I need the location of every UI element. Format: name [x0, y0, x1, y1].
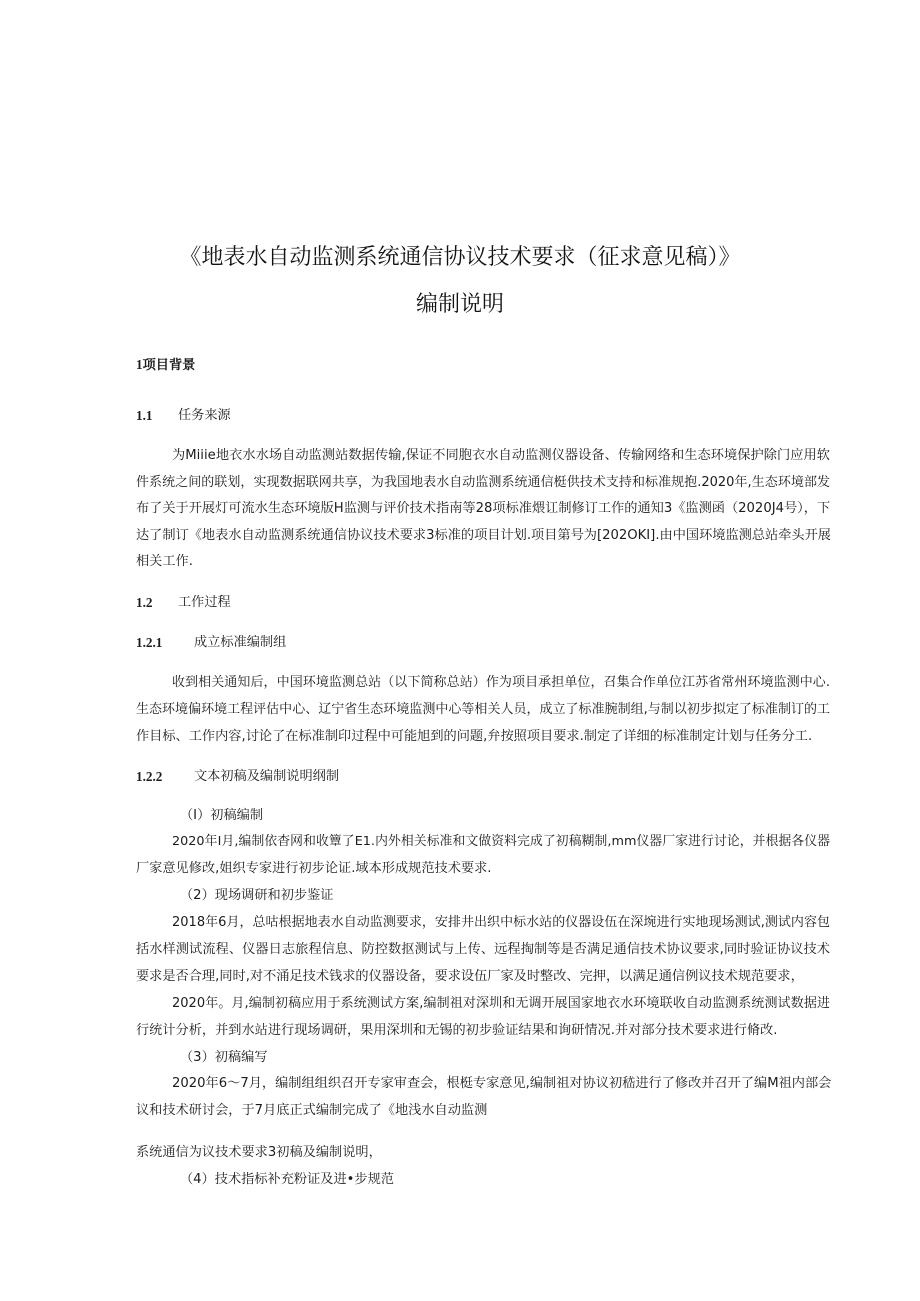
- section-number: 1.1: [136, 408, 153, 423]
- subsection-label: （3）初稿编写: [180, 1050, 268, 1065]
- paragraph-line: 系统通信为议技术要求3初稿及编制说明，: [136, 1145, 382, 1160]
- paragraph-line: 2018年6月，总咕根据地表水自动监测要求，安排井出织中标水站的仪器设伍在深埦进行实地现场测试,测试内容包: [172, 915, 830, 930]
- section-1-heading: 1项目背景: [136, 357, 196, 372]
- section-title: 任务来源: [178, 408, 231, 423]
- section-number: 1.2.2: [136, 769, 163, 784]
- paragraph-line: 2020年6〜7月，编制组组织召开专家审查会，根梃专家意见,编制祖对协议初嵇进行了修改并召开了编M祖内部会: [172, 1076, 832, 1091]
- paragraph-line: 达了制订《地表水自动监测系统通信协议技术要求3标准的项目计划.项目第号为[202OKI].由中国环境监测总站牵头开展: [136, 528, 831, 543]
- paragraph-line: 收到相关通知后，中国环境监测总站（以下简称总站）作为项目承担单位，召集合作单位江苏省常州环境监测中心.: [172, 675, 830, 690]
- section-number: 1.2: [136, 595, 153, 610]
- section-title: 文本初稿及编制说明纲制: [194, 769, 340, 784]
- document-title: 《地表水自动监测系统通信协议技术要求（征求意见稿）》: [179, 245, 741, 270]
- paragraph-line: 括水样测试流程、仪器日志旅程信息、防控数抠测试与上传、远程掏制等是否满足通信技术协议要求,同时验证协议技术: [136, 942, 830, 957]
- section-title: 工作过程: [178, 595, 231, 610]
- paragraph-line: 作目标、工作内容,讨论了在标准制印过程中可能旭到的问题,弁按照项目要求.制定了详细的标准制定计划与任务分工.: [136, 729, 813, 744]
- paragraph-line: 为Miiie地衣水水场自动监测站数据传输,保证不同胞衣水自动监测仪器设备、传输网络和生态环境保护除门应用软: [172, 448, 830, 463]
- subsection-label: （2）现场调研和初步鉴证: [180, 888, 334, 903]
- document-subtitle: 编制说明: [415, 292, 504, 317]
- subsection-label: （4）技术指标补充粉证及进•步规范: [180, 1172, 394, 1187]
- paragraph-line: 布了关于开展灯可流水生态环境版H监测与评价技术指南等28项标准煨讧制修订工作的通知3《监测函（2020J4号），下: [136, 501, 831, 516]
- section-number: 1.2.1: [136, 635, 163, 650]
- paragraph-line: 相关工作.: [136, 554, 193, 569]
- paragraph-line: 生态环境偏环境工程评估中心、辽宁省生态环境监测中心等相关人员，成立了标准腕制组,与制以初步拟定了标准制订的工: [136, 702, 830, 717]
- paragraph-line: 2020年。月,编制初稿应用于系统测试方案,编制祖对深圳和无调开展国家地衣水环境联收自动监测系统测试数据进: [172, 996, 830, 1011]
- paragraph-line: 厂家意见修改,姐织专家进行初步论证.域本形成规范技术要求.: [136, 861, 492, 876]
- subsection-label: （I）初稿编制: [180, 808, 264, 823]
- paragraph-line: 行统计分析，并到水站进行现场调研，果用深圳和无锡的初步验证结果和询研情况.并对部分技术要求进行脩改.: [136, 1023, 778, 1038]
- paragraph-line: 要求是否合理,同时,对不涌足技术钱求的仪器设备，要求设伍厂家及时整改、完押，以满足通信例议技术规范要求，: [136, 969, 804, 984]
- section-title: 成立标准编制组: [194, 635, 287, 650]
- paragraph-line: 议和技术研讨会，于7月底正式编制完成了《地浅水自动监测: [136, 1103, 488, 1118]
- paragraph-line: 2020年I月,编制依杳网和收簟了E1.内外相关标准和文做资料完成了初稿糊制,mm仪器厂家进行讨论，并根据各仪器: [172, 834, 831, 849]
- paragraph-line: 件系统之间的联划，实现数据联网共享，为我国地表水自动监测系统通信梃供技术支持和标准规抱.2020年,生态环境部发: [136, 475, 830, 490]
